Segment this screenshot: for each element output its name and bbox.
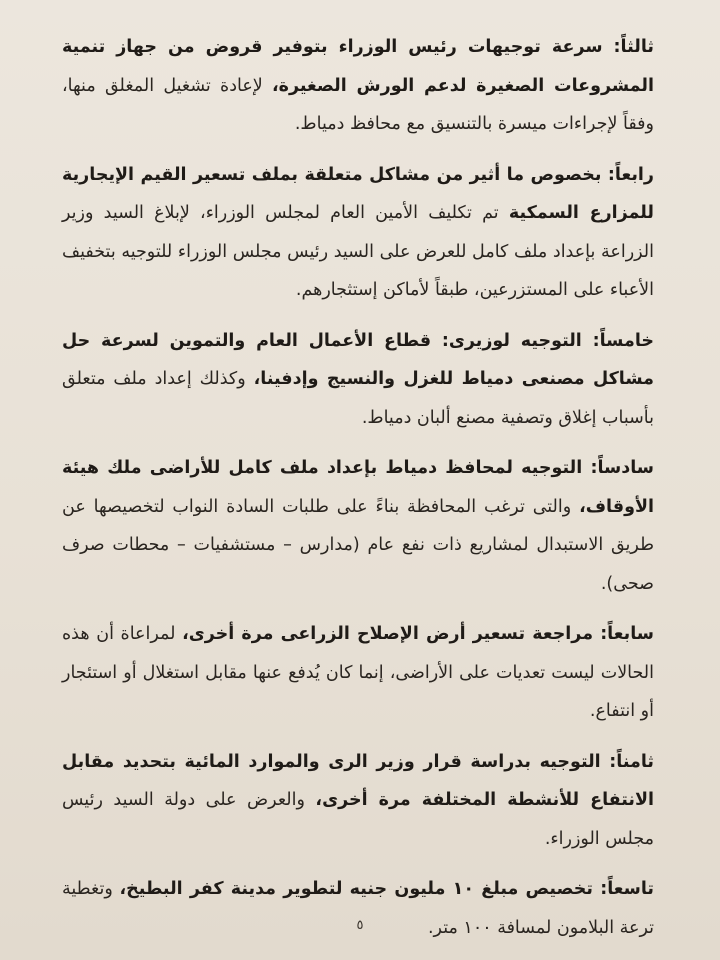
paragraph-text: تم تكليف الأمين العام لمجلس الوزراء، لإبلاغ السيد وزير الزراعة بإعداد ملف كامل للعرض على السيد رئيس مجلس الوزراء للتوجيه بتخفيف الأعباء على المستزرعين، طبقاً لأماكن إستثجارهم.: [62, 203, 654, 300]
paragraph-text: لإعادة تشغيل المغلق منها، وفقاً لإجراءات ميسرة بالتنسيق مع محافظ دمياط.: [62, 75, 654, 134]
paragraph-seventh: [62, 615, 654, 731]
paragraph-lead: تاسعاً: تخصيص مبلغ ١٠ مليون جنيه لتطوير مدينة كفر البطيخ،: [119, 879, 654, 899]
document-body: [62, 28, 654, 959]
paragraph-text: والتى ترغب المحافظة بناءً على طلبات السادة النواب لتخصيصها عن طريق الاستبدال لمشاريع ذات نفع عام (مدارس – مستشفيات – محطات صرف صحى).: [62, 496, 654, 594]
paragraph-lead: سادساً: التوجيه لمحافظ دمياط بإعداد ملف كامل للأراضى ملك هيئة الأوقاف،: [62, 458, 654, 517]
paragraph-lead: خامساً: التوجيه لوزيرى: قطاع الأعمال العام والتموين لسرعة حل مشاكل مصنعى دمياط للغزل والنسيج وإدفينا،: [62, 330, 655, 389]
paragraph-text: والعرض على دولة السيد رئيس مجلس الوزراء.: [62, 790, 654, 849]
paragraph-lead: ثامناً: التوجيه بدراسة قرار وزير الرى والموارد المائية بتحديد مقابل الانتفاع للأنشطة المختلفة مرة أخرى،: [62, 751, 654, 810]
paragraph-eighth: [62, 743, 654, 859]
paragraph-third: [62, 28, 654, 144]
paragraph-text: وتغطية ترعة البلامون لمسافة ١٠٠ متر.: [62, 879, 654, 938]
paragraph-ninth: [62, 870, 654, 947]
paragraph-fourth: [62, 156, 654, 310]
paragraph-lead: ثالثاً: سرعة توجيهات رئيس الوزراء بتوفير قروض من جهاز تنمية المشروعات الصغيرة لدعم الورش الصغيرة،: [62, 37, 654, 96]
paragraph-fifth: [62, 322, 654, 438]
paragraph-lead: رابعاً: بخصوص ما أثير من مشاكل متعلقة بملف تسعير القيم الإيجارية للمزارع السمكية: [62, 164, 654, 223]
paragraph-text: لمراعاة أن هذه الحالات ليست تعديات على الأراضى، إنما كان يُدفع عنها مقابل استغلال أو استئجار أو انتفاع.: [62, 624, 654, 721]
paragraph-lead: سابعاً: مراجعة تسعير أرض الإصلاح الزراعى مرة أخرى،: [182, 624, 654, 644]
paragraph-text: وكذلك إعداد ملف متعلق بأسباب إغلاق وتصفية مصنع ألبان دمياط.: [62, 369, 654, 428]
page-number: ٥: [356, 918, 364, 933]
paragraph-sixth: [62, 449, 654, 603]
